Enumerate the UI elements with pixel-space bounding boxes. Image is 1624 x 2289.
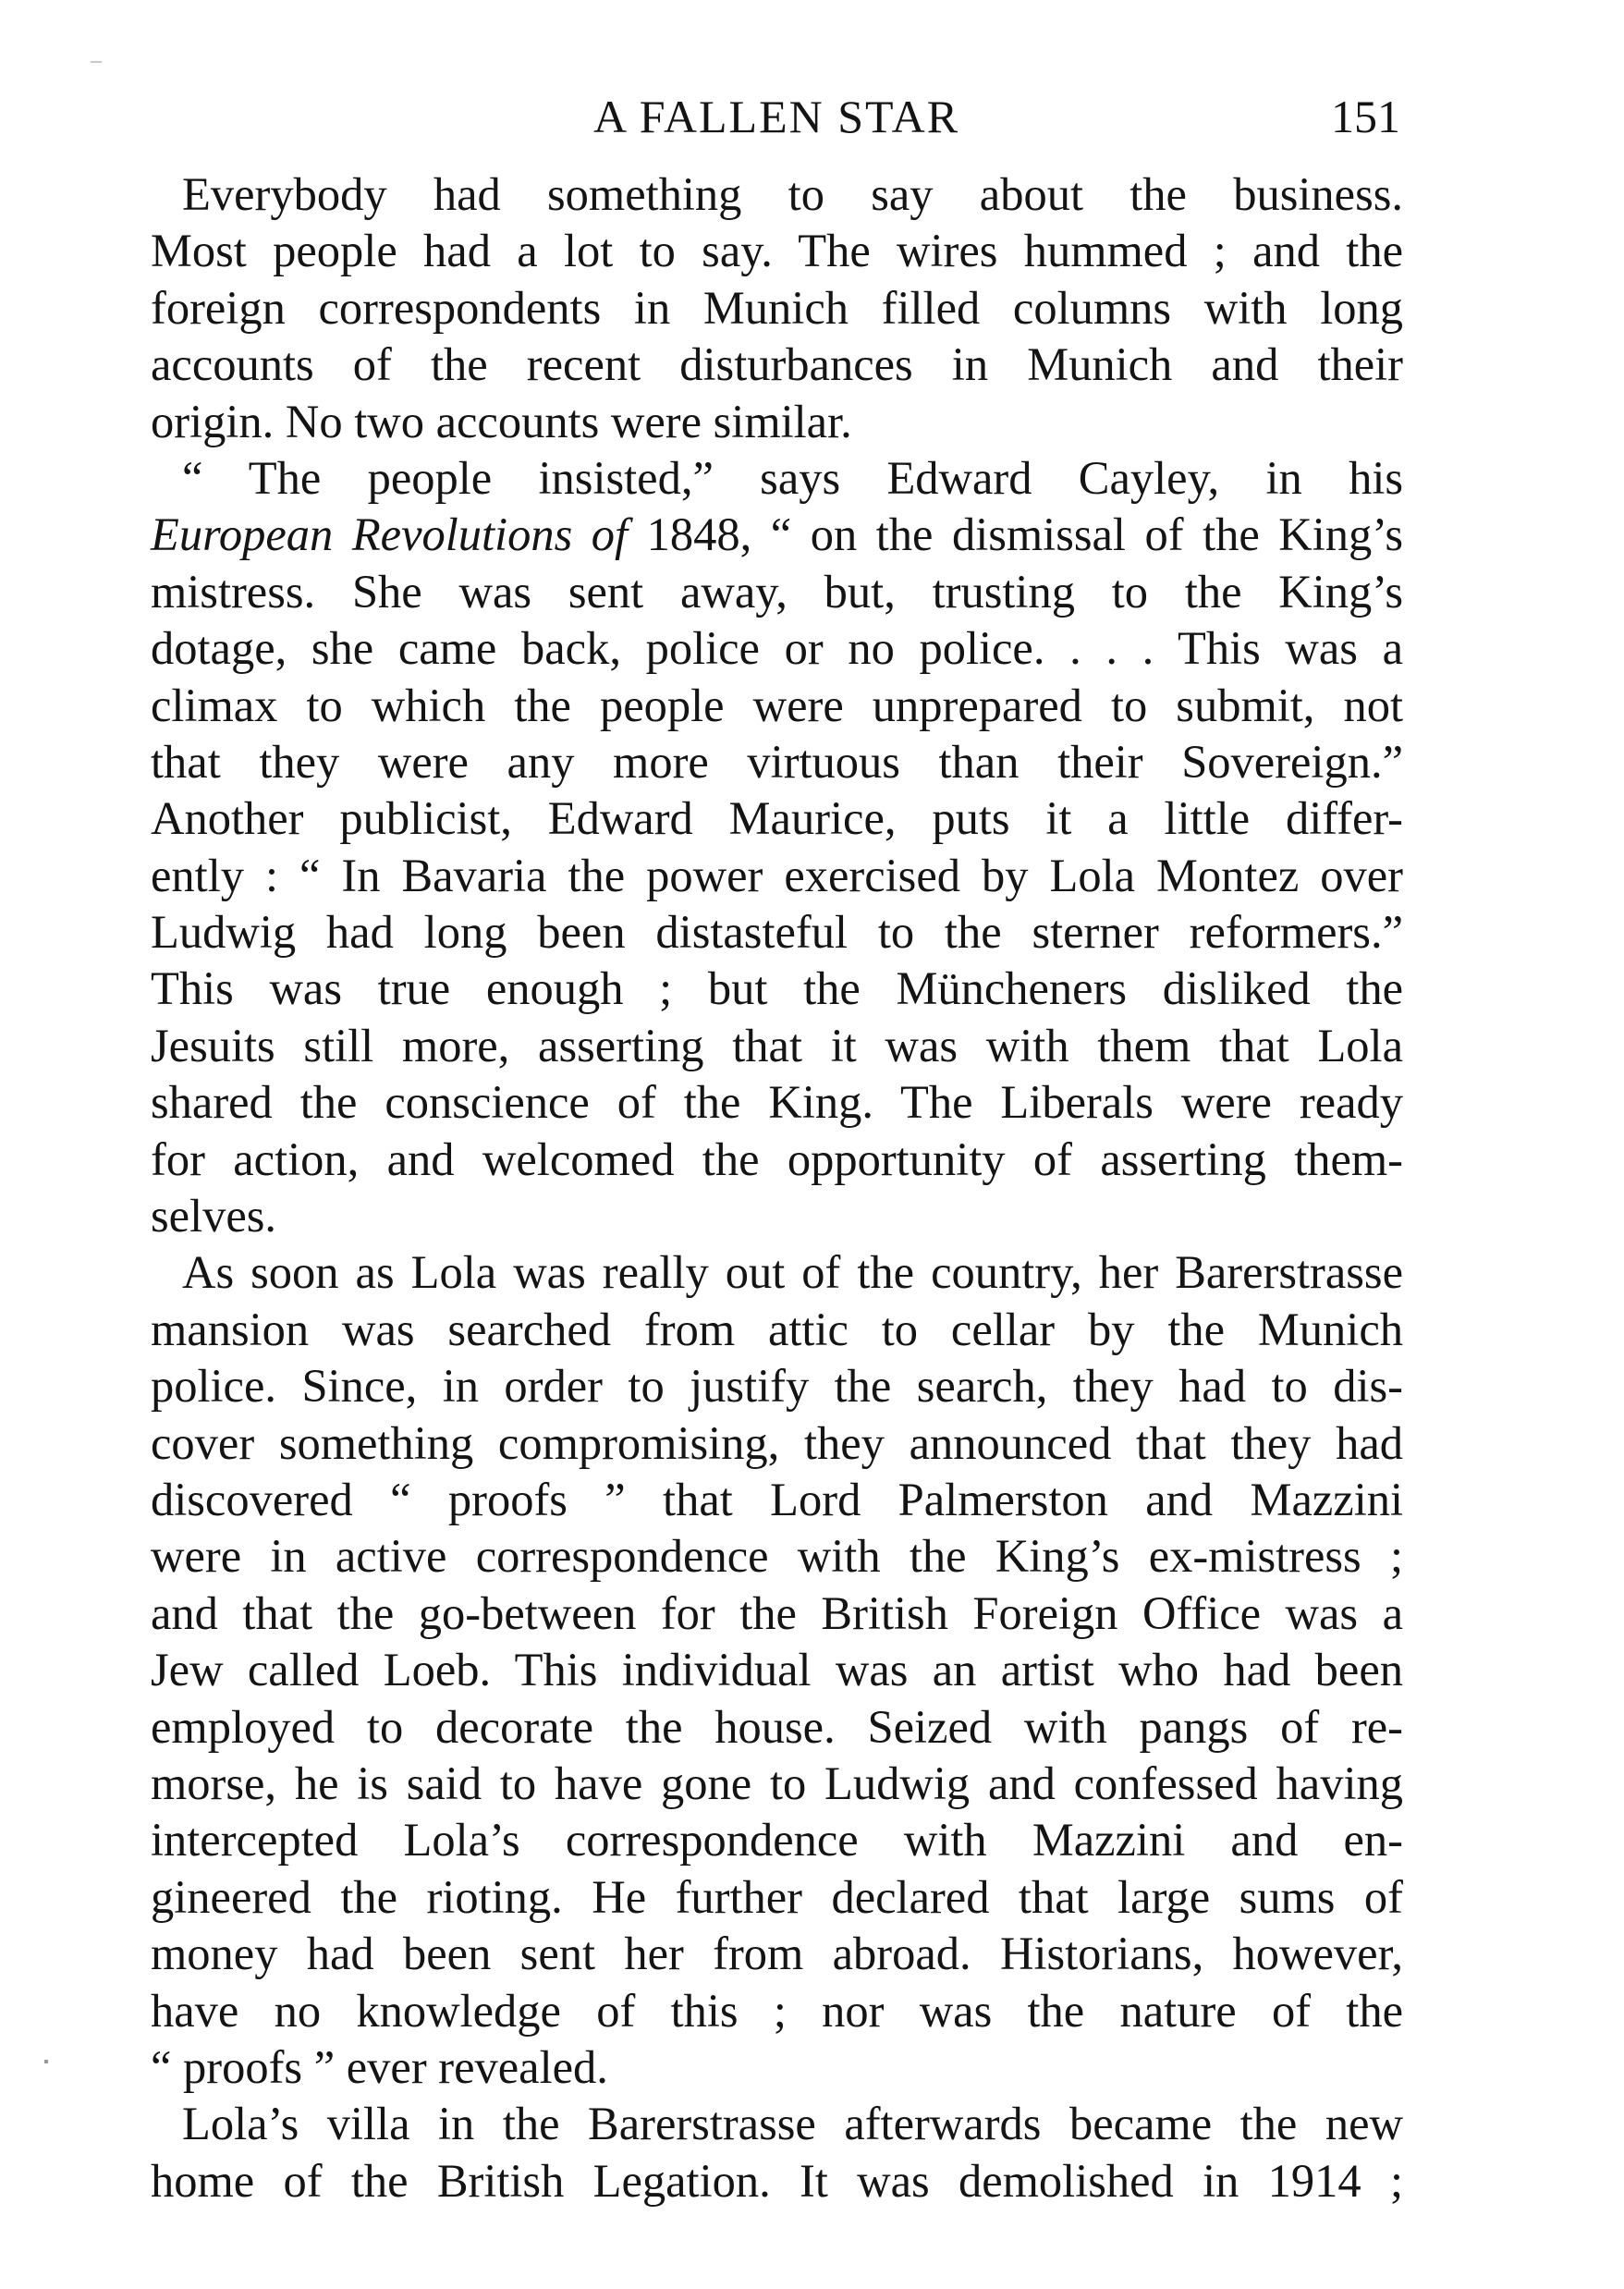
paragraph [151, 166, 1403, 450]
text-line: climax to which the people were unprepared to submit, not [151, 679, 1403, 731]
book-title: European Revolutions of [151, 508, 629, 561]
text-line: As soon as Lola was really out of the country, her Barerstrasse [182, 1246, 1403, 1299]
text-line: money had been sent her from abroad. Historians, however, [151, 1928, 1403, 1980]
text-line: Lola’s villa in the Barerstrasse afterwards became the new [182, 2098, 1403, 2150]
running-head: A FALLEN STAR [592, 91, 960, 142]
text-line: gineered the rioting. He further declared that large sums of [151, 1870, 1403, 1923]
paragraph [151, 1244, 1403, 2096]
text-line: Everybody had something to say about the business. [182, 168, 1403, 220]
text-line-rest: 1848, “ on the dismissal of the King’s [628, 508, 1403, 561]
text-line: cover something compromising, they announced that they had [151, 1416, 1403, 1469]
text-line: Ludwig had long been distasteful to the sterner reformers.” [151, 906, 1403, 959]
paragraph [151, 2096, 1403, 2209]
text-line: This was true enough ; but the Müncheners disliked the [151, 962, 1403, 1015]
text-line: morse, he is said to have gone to Ludwig and confessed having [151, 1757, 1403, 1809]
text-line: have no knowledge of this ; nor was the nature of the [151, 1984, 1403, 2037]
text-line [151, 507, 1403, 563]
scan-mark [91, 61, 102, 63]
text-line: Another publicist, Edward Maurice, puts it a little differ- [151, 792, 1403, 845]
text-line: were in active correspondence with the King’s ex-mistress ; [151, 1530, 1403, 1583]
text-line: shared the conscience of the King. The Liberals were ready [151, 1076, 1403, 1129]
text-line: for action, and welcomed the opportunity of asserting them- [151, 1132, 1403, 1185]
text-line: employed to decorate the house. Seized with pangs of re- [151, 1700, 1403, 1753]
text-line: Most people had a lot to say. The wires hummed ; and the [151, 225, 1403, 277]
text-line: “ proofs ” ever revealed. [151, 2040, 608, 2093]
text-line: selves. [151, 1190, 277, 1242]
text-line: dotage, she came back, police or no police. . . . This was a [151, 622, 1403, 675]
paragraph [151, 450, 1403, 1244]
text-line: mistress. She was sent away, but, trusting to the King’s [151, 565, 1403, 618]
text-line: discovered “ proofs ” that Lord Palmerston and Mazzini [151, 1473, 1403, 1525]
scan-speck [44, 2060, 48, 2063]
text-line: accounts of the recent disturbances in Munich and their [151, 338, 1403, 391]
text-line: “ The people insisted,” says Edward Cayley, in his [182, 451, 1403, 504]
text-line: foreign correspondents in Munich filled columns with long [151, 281, 1403, 334]
text-line: Jesuits still more, asserting that it was with them that Lola [151, 1019, 1403, 1071]
text-line: origin. No two accounts were similar. [151, 395, 852, 447]
text-line: and that the go-between for the British Foreign Office was a [151, 1586, 1403, 1639]
text-line: police. Since, in order to justify the search, they had to dis- [151, 1360, 1403, 1413]
body-text [151, 166, 1403, 2209]
page-header [153, 83, 1400, 150]
page-number: 151 [1331, 91, 1400, 142]
text-line: intercepted Lola’s correspondence with Mazzini and en- [151, 1814, 1403, 1867]
text-line: that they were any more virtuous than their Sovereign.” [151, 735, 1403, 788]
text-line: ently : “ In Bavaria the power exercised by Lola Montez over [151, 849, 1403, 901]
text-line: Jew called Loeb. This individual was an artist who had been [151, 1644, 1403, 1696]
text-line: home of the British Legation. It was demolished in 1914 ; [151, 2154, 1403, 2207]
text-line: mansion was searched from attic to cellar by the Munich [151, 1303, 1403, 1355]
